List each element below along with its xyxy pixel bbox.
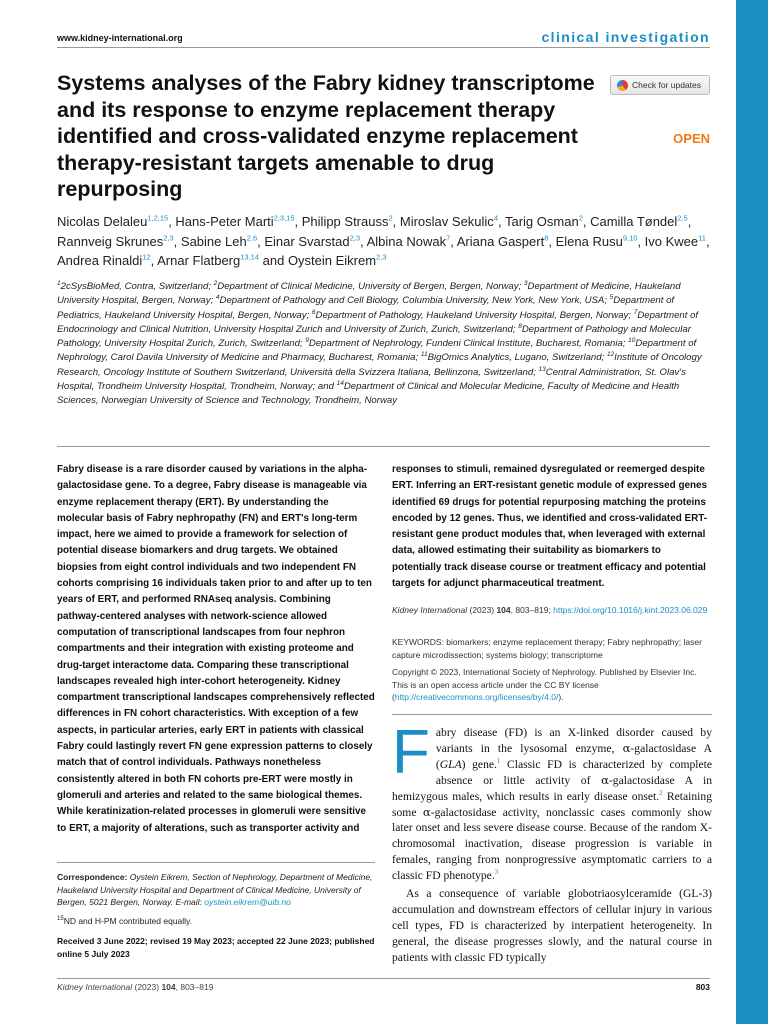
affiliation-text: Department of Medicine, Haukeland University Hospital, Bergen, Norway; [57,281,681,307]
affiliation-text: Department of Nephrology, Carol Davila University of Medicine and Pharmacy, Bucharest, Romania; [57,338,697,364]
affiliation-marker: 4 [215,294,220,302]
footer-year: (2023) [132,982,162,992]
open-access-badge: OPEN [673,131,710,146]
affiliation-marker: 8 [518,322,522,330]
author-affiliation-marker[interactable]: 2,3 [349,233,361,243]
body-text-run: α [622,740,631,755]
author-note-text: ND and H-PM contributed equally. [63,916,193,926]
affiliation-marker: 11 [420,351,428,359]
affiliation-marker: 6 [311,308,316,316]
abstract-column-right: responses to stimuli, remained dysregulated or reemerged despite ERT. Inferring an ERT-resistant genetic module of expressed genes identified 69 drugs for potential repurposing matching the proteins encoded by 12 genes. Thus, we identified and cross-validated ERT-resistant gene product modules that, when leveraged with external data, allowed estimating their suitability as biomarkers to potentially track disease course or treatment efficacy and potential targets for adjunct pharmaceutical treatment. [392,464,707,590]
body-text-run: ) gene. [461,757,497,771]
affiliation-text: Institute of Oncology Research, Oncology Institute of Southern Switzerland, Università della Svizzera Italiana, Bellinzona, Switzerland; [57,352,702,378]
affiliation-marker: 7 [633,308,638,316]
footer-citation [57,982,213,992]
body-text-run: -galactosidase A ( [435,741,712,771]
author-affiliation-marker[interactable]: 12 [142,252,151,262]
footer-divider [57,978,710,979]
body-text-run: Retaining some [392,789,712,819]
author-name: Ariana Gaspert [456,233,545,249]
author-affiliation-marker[interactable]: 13,14 [240,252,260,262]
article-dates: Received 3 June 2022; revised 19 May 2023; accepted 22 June 2023; published online 5 July 2023 [57,936,375,959]
license-link[interactable]: http://creativecommons.org/licenses/by/4.0/ [394,692,559,702]
affiliation-text: Department of Pathology, Haukeland University Hospital, Bergen, Norway; [315,309,634,321]
author-name: Nicolas Delaleu [57,214,148,229]
author-affiliation-marker[interactable]: 2,5 [677,213,688,223]
citation-pages: , 803–819; [510,605,554,615]
body-text-run: -galactosidase activity, nonclassic cases commonly show later onset and less severe disease course. Because of the random X-chromosomal inactivation, disease progression is variable in females, ranging from nonprogressive asymptomatic carriers to a classic FD phenotype. [392,805,712,883]
gene-name: GLA [439,757,462,771]
affiliation-text: Central Administration, St. Olav's Hospital, Trondheim University Hospital, Trondheim, Norway; and [57,366,686,393]
copyright-notice [392,666,712,704]
author-affiliation-marker[interactable]: 9,10 [622,233,638,243]
citation-year: (2023) [467,605,497,615]
author-name: Rannveig Skrunes [57,233,164,249]
check-updates-button[interactable] [610,75,710,95]
affiliation-marker: 10 [628,337,636,344]
author-name: Oystein Eikrem [287,253,377,268]
reference-link[interactable]: 3 [494,868,499,877]
author-name: Elena Rusu [555,233,623,249]
author-name: Camilla Tøndel [590,214,678,229]
correspondence-text: Oystein Eikrem, Section of Nephrology, Department of Medicine, Haukeland University Hospital and Department of Clinical Medicine, University of Bergen, 5021 Bergen, Norway. E-mail: [57,872,373,908]
page-number: 803 [695,982,710,992]
footer-volume: 104 [161,982,176,992]
doi-link[interactable]: https://doi.org/10.1016/j.kint.2023.06.029 [553,605,708,615]
author-affiliation-marker[interactable]: 4 [493,213,498,223]
body-text [392,718,712,966]
copyright-end: ). [558,692,564,702]
author-affiliation-marker[interactable]: 2,3 [163,233,174,243]
author-affiliation-marker[interactable]: 2,3 [376,252,387,262]
affiliation-text: Department of Nephrology, Fundeni Clinical Institute, Bucharest, Romania; [308,338,629,350]
affiliation-text: 2cSysBioMed, Contra, Switzerland; [60,281,214,292]
body-paragraph: As a consequence of variable globotriaosylceramide (GL-3) accumulation and downstream effectors of cellular injury in various cell types, FD is characterized by interpatient heterogeneity. In general, the disease progresses slowly, and the natural course in patients with classic FD typically [392,887,712,964]
check-updates-label: Check for updates [632,80,701,90]
citation-journal: Kidney International [392,605,468,615]
section-divider [57,446,710,447]
author-name: Hans-Peter Marti [175,214,274,229]
author-name: Philipp Strauss [301,214,389,229]
affiliation-marker: 5 [609,294,614,302]
affiliation-marker: 2 [213,279,218,287]
author-name: Einar Svarstad [264,233,350,249]
author-affiliation-marker[interactable]: 2,6 [246,233,258,243]
affiliation-text: Department of Clinical and Molecular Medicine, Faculty of Medicine and Health Sciences, Norwegian University of Science and Technology, Trondheim, Norway [57,381,680,407]
correspondence [57,871,375,909]
affiliations [57,280,712,409]
citation-volume: 104 [496,605,511,615]
affiliation-marker: 3 [523,279,528,287]
correspondence-email-link[interactable]: oystein.eikrem@uib.no [204,897,291,908]
author-name: Sabine Leh [180,233,247,249]
author-note [57,916,375,926]
article-title: Systems analyses of the Fabry kidney transcriptome and its response to enzyme replacement therapy identified and cross-validated enzyme replacement therapy-resistant targets amenable to drug repurposing [57,71,595,201]
footer-journal: Kidney International [57,982,133,992]
author-affiliation-marker[interactable]: 7 [446,233,451,243]
affiliation-text: Department of Endocrinology and Clinical Nutrition, University Hospital Zurich and University of Zurich, Zurich, Switzerland; [57,309,699,335]
author-affiliation-marker[interactable]: 2,3,15 [273,213,295,223]
author-name: Tarig Osman [504,214,579,229]
section-label: clinical investigation [541,29,710,45]
author-name: Andrea Rinaldi [57,253,143,268]
author-name: Arnar Flatberg [157,253,241,268]
drop-cap: F [392,718,430,787]
affiliation-marker: 14 [336,379,344,387]
abstract-column-left: Fabry disease is a rare disorder caused by variations in the alpha-galactosidase gene. To a degree, Fabry disease is manageable via enzyme replacement therapy (ERT). By understanding the molecular basis of Fabry nephropathy (FN) and ERT's long-term impact, here we aimed to provide a framework for selection of potential disease biomarkers and drug targets. We obtained biopsies from eight control individuals and two independent FN cohorts comprising 16 individuals taken prior to and after up to ten years of ERT, and performed RNAseq analysis. Combining pathway-centered analyses with network-science allowed computation of transcriptional landscapes from four nephron compartments and their integration with existing proteome and drug-target interactome data. Comparing these transcriptional landscapes revealed high inter-cohort heterogeneity. Kidney compartment transcriptional landscapes comprehensively reflected differences in FN cohort characteristics. With exception of a few aspects, in particular arteries, early ERT in patients with classical Fabry could lastingly revert FN gene expression patterns to closely match that of control individuals. Pathways nonetheless consistently altered in both FN cohorts pre-ERT were mostly in glomeruli and arteries and related to the same biological themes. While keratinization-related processes in glomeruli were sensitive to ERT, a majority of alterations, such as transporter activity and [57,464,375,834]
author-affiliation-marker[interactable]: 2 [578,213,583,223]
footnote-divider [57,862,375,863]
crossmark-icon [617,80,628,91]
abstract-divider [392,714,712,715]
affiliation-marker: 9 [305,337,309,344]
author-name: Miroslav Sekulic [399,214,494,229]
keywords: KEYWORDS: biomarkers; enzyme replacement therapy; Fabry nephropathy; laser capture microdissection; systems biology; transcriptome [392,637,702,660]
affiliation-text: Department of Pathology and Cell Biology, Columbia University, New York, New York, USA; [219,295,610,307]
body-text-run: α [422,804,431,819]
affiliation-text: Department of Pediatrics, Haukeland University Hospital, Bergen, Norway; [57,295,675,321]
affiliation-text: BigOmics Analytics, Lugano, Switzerland; [427,352,607,364]
body-text-run: Classic FD is characterized by complete absence or little activity of [435,757,712,787]
author-name: Albina Nowak [366,233,447,249]
correspondence-label: Correspondence: [57,872,128,882]
body-text-run: abry disease (FD) is an X-linked disorder caused by variants in the lysosomal enzyme, [435,726,712,755]
author-note-marker: 15 [57,916,64,923]
affiliation-text: Department of Pathology and Molecular Pathology, University Hospital Zurich, Zurich, Switzerland; [57,323,691,350]
copyright-text: Copyright © 2023, International Society of Nephrology. Published by Elsevier Inc. This is an open access article under the CC BY license ( [392,667,697,702]
body-paragraph [392,718,712,884]
author-affiliation-marker[interactable]: 2 [388,213,393,223]
reference-link[interactable]: 2 [659,788,663,797]
affiliation-marker: 13 [538,365,546,373]
citation [392,604,712,617]
journal-url-link[interactable]: www.kidney-international.org [57,33,183,43]
body-text-run: -galactosidase A in hemizygous males, which results in early disease onset. [392,773,712,803]
affiliation-text: Department of Clinical Medicine, University of Bergen, Bergen, Norway; [217,281,524,292]
author-affiliation-marker[interactable]: 11 [698,233,706,243]
author-list: Nicolas Delaleu$^{1,2,15}$, Hans-Peter Marti$^{2,3,15}$, Philipp Strauss$^2$, Miroslav Sekulic$^4$, Tarig Osman$^2$, Camilla Tøndel$^{2,5}$, Rannveig Skrunes$^{2,3}$, Sabine Leh$^{2,6}$, Einar Svarstad$^{2,3}$, Albina Nowak$^7$, Ariana Gaspert$^8$, Elena Rusu$^{9,10}$, Ivo Kwee$^{11}$, Andrea Rinaldi$^{12}$, Arnar Flatberg$^{13,14}$ and Oystein Eikrem$^{2,3}$ [57,213,710,268]
side-color-bar [736,0,768,1024]
affiliation-marker: 1 [57,279,61,287]
author-name: Ivo Kwee [644,233,699,249]
reference-link[interactable]: 1 [496,756,501,765]
footer-pages: , 803–819 [175,982,214,992]
header-divider [57,47,710,48]
author-affiliation-marker[interactable]: 8 [544,233,549,243]
affiliation-marker: 12 [606,351,615,359]
author-affiliation-marker[interactable]: 1,2,15 [147,213,169,223]
body-text-run: α [601,772,609,787]
